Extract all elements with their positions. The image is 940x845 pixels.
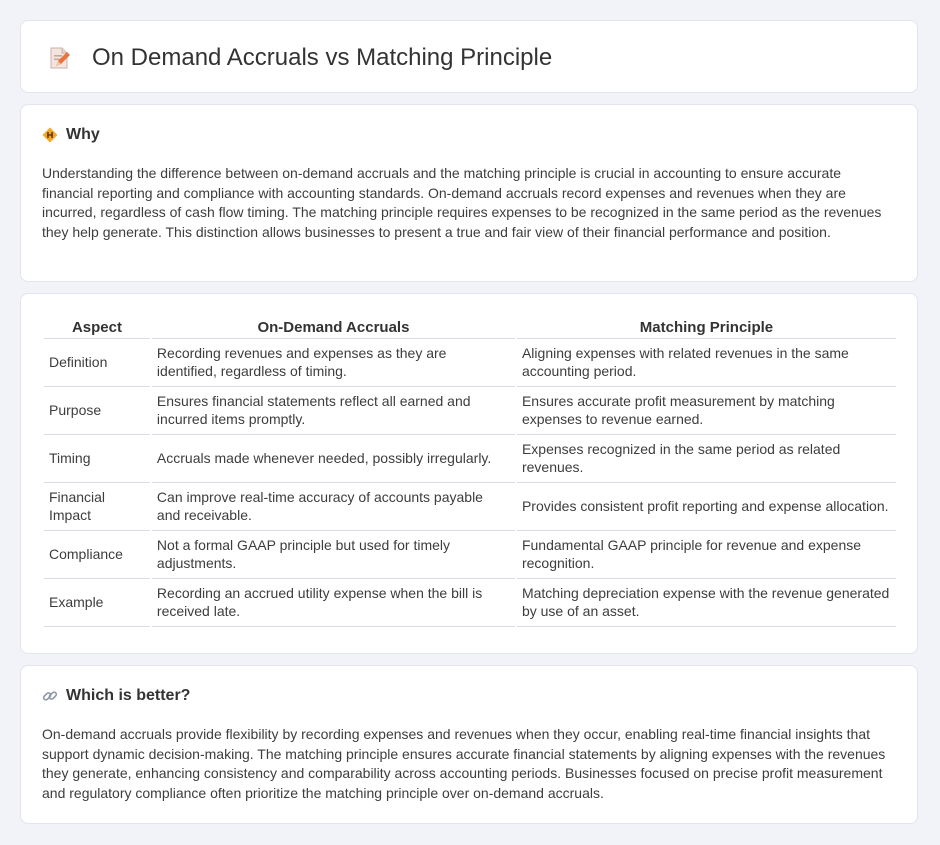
cell-accruals: Ensures financial statements reflect all earned and incurred items promptly. — [152, 387, 515, 435]
why-section — [20, 104, 918, 282]
table-row — [44, 435, 896, 483]
table-row — [44, 579, 896, 627]
better-text: On-demand accruals provide flexibility by recording expenses and revenues when they occur, enabling real-time financial insights that support dynamic decision-making. The matching principle ensures accurate financial statements by aligning expenses with the revenues they generate, enhancing consistency and comparability across accounting periods. Businesses focused on precise profit measurement and regulatory compliance often prioritize the matching principle over on-demand accruals. — [42, 726, 886, 801]
comparison-section — [20, 293, 918, 654]
cell-accruals: Recording an accrued utility expense when the bill is received late. — [152, 579, 515, 627]
title-row — [47, 43, 552, 73]
why-heading: Why — [66, 126, 100, 143]
cell-aspect: Timing — [44, 435, 150, 483]
table-row — [44, 339, 896, 387]
diamond-warning-icon — [42, 127, 58, 143]
title-card — [20, 20, 918, 93]
cell-accruals: Recording revenues and expenses as they are identified, regardless of timing. — [152, 339, 515, 387]
cell-accruals: Can improve real-time accuracy of accounts payable and receivable. — [152, 483, 515, 531]
cell-aspect: Definition — [44, 339, 150, 387]
table-header-row — [44, 316, 896, 339]
document-pencil-icon — [47, 45, 71, 71]
cell-aspect: Example — [44, 579, 150, 627]
comparison-table — [42, 316, 898, 627]
table-row — [44, 531, 896, 579]
cell-aspect: Compliance — [44, 531, 150, 579]
link-icon — [42, 688, 58, 704]
cell-matching: Provides consistent profit reporting and expense allocation. — [517, 483, 896, 531]
column-header-accruals: On-Demand Accruals — [152, 316, 515, 339]
cell-matching: Ensures accurate profit measurement by matching expenses to revenue earned. — [517, 387, 896, 435]
table-row — [44, 483, 896, 531]
cell-matching: Expenses recognized in the same period as related revenues. — [517, 435, 896, 483]
cell-matching: Matching depreciation expense with the revenue generated by use of an asset. — [517, 579, 896, 627]
better-heading: Which is better? — [66, 687, 191, 704]
cell-matching: Fundamental GAAP principle for revenue and expense recognition. — [517, 531, 896, 579]
table-row — [44, 387, 896, 435]
better-section — [20, 665, 918, 824]
better-heading-row — [42, 687, 190, 705]
cell-matching: Aligning expenses with related revenues in the same accounting period. — [517, 339, 896, 387]
page-title: On Demand Accruals vs Matching Principle — [92, 44, 553, 71]
cell-aspect: Financial Impact — [44, 483, 150, 531]
column-header-aspect: Aspect — [44, 316, 150, 339]
why-heading-row — [42, 126, 100, 144]
cell-aspect: Purpose — [44, 387, 150, 435]
cell-accruals: Not a formal GAAP principle but used for timely adjustments. — [152, 531, 515, 579]
column-header-matching: Matching Principle — [517, 316, 896, 339]
cell-accruals: Accruals made whenever needed, possibly irregularly. — [152, 435, 515, 483]
why-text: Understanding the difference between on-demand accruals and the matching principle is crucial in accounting to ensure accurate financial reporting and compliance with accounting standards. On-demand accruals record expenses and revenues when they are incurred, regardless of cash flow timing. The matching principle requires expenses to be recognized in the same period as the revenues they help generate. This distinction allows businesses to present a true and fair view of their financial performance and position. — [42, 165, 882, 240]
